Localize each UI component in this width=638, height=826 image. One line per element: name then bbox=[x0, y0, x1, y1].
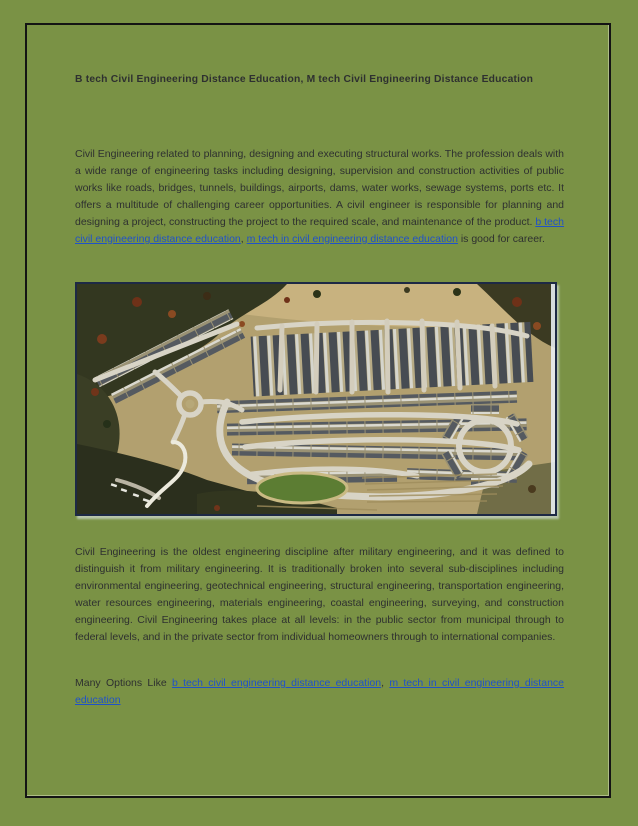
options-paragraph bbox=[75, 675, 564, 709]
body-paragraph: Civil Engineering is the oldest engineering discipline after military engineering, and it was defined to distinguish it from military engineering. It is traditionally broken into several sub-disciplines including environmental engineering, geotechnical engineering, structural engineering, transportation engineering, water resources engineering, materials engineering, coastal engineering, surveying, and construction engineering. Civil Engineering takes place at all levels: in the public sector from municipal through to federal levels, and in the private sector from individual homeowners through to international companies. bbox=[75, 546, 564, 643]
aerial-photo-illustration bbox=[77, 284, 555, 514]
golf-green bbox=[257, 473, 347, 503]
roundabout-island bbox=[186, 400, 195, 409]
link-mtech-civil-distance-education[interactable]: m tech in civil engineering distance education bbox=[246, 233, 458, 245]
intro-paragraph bbox=[75, 146, 564, 248]
intro-text: Civil Engineering related to planning, designing and executing structural works. The profession deals with a wide range of engineering tasks including designing, supervision and construction activities of public works like roads, bridges, tunnels, buildings, airports, dams, water works, sewage systems, ports etc. It offers a multitude of challenging career opportunities. A civil engineer is responsible for planning and designing a project, constructing the project to the required scale, and maintenance of the product. bbox=[75, 148, 564, 228]
intro-text-after: is good for career. bbox=[457, 233, 545, 245]
link-separator-2: , bbox=[381, 677, 390, 689]
link-separator: , bbox=[240, 233, 247, 245]
options-text: Many Options Like bbox=[75, 677, 172, 689]
link-btech-civil-distance-education-2[interactable]: b tech civil engineering distance education bbox=[171, 677, 382, 689]
page-title: B tech Civil Engineering Distance Education, M tech Civil Engineering Distance Education bbox=[75, 74, 534, 85]
aerial-photo bbox=[75, 282, 557, 516]
link-mtech-civil-distance-education-2[interactable]: m tech in civil engineering distance education bbox=[75, 677, 564, 706]
link-btech-civil-distance-education[interactable]: b tech civil engineering distance education bbox=[75, 216, 564, 245]
